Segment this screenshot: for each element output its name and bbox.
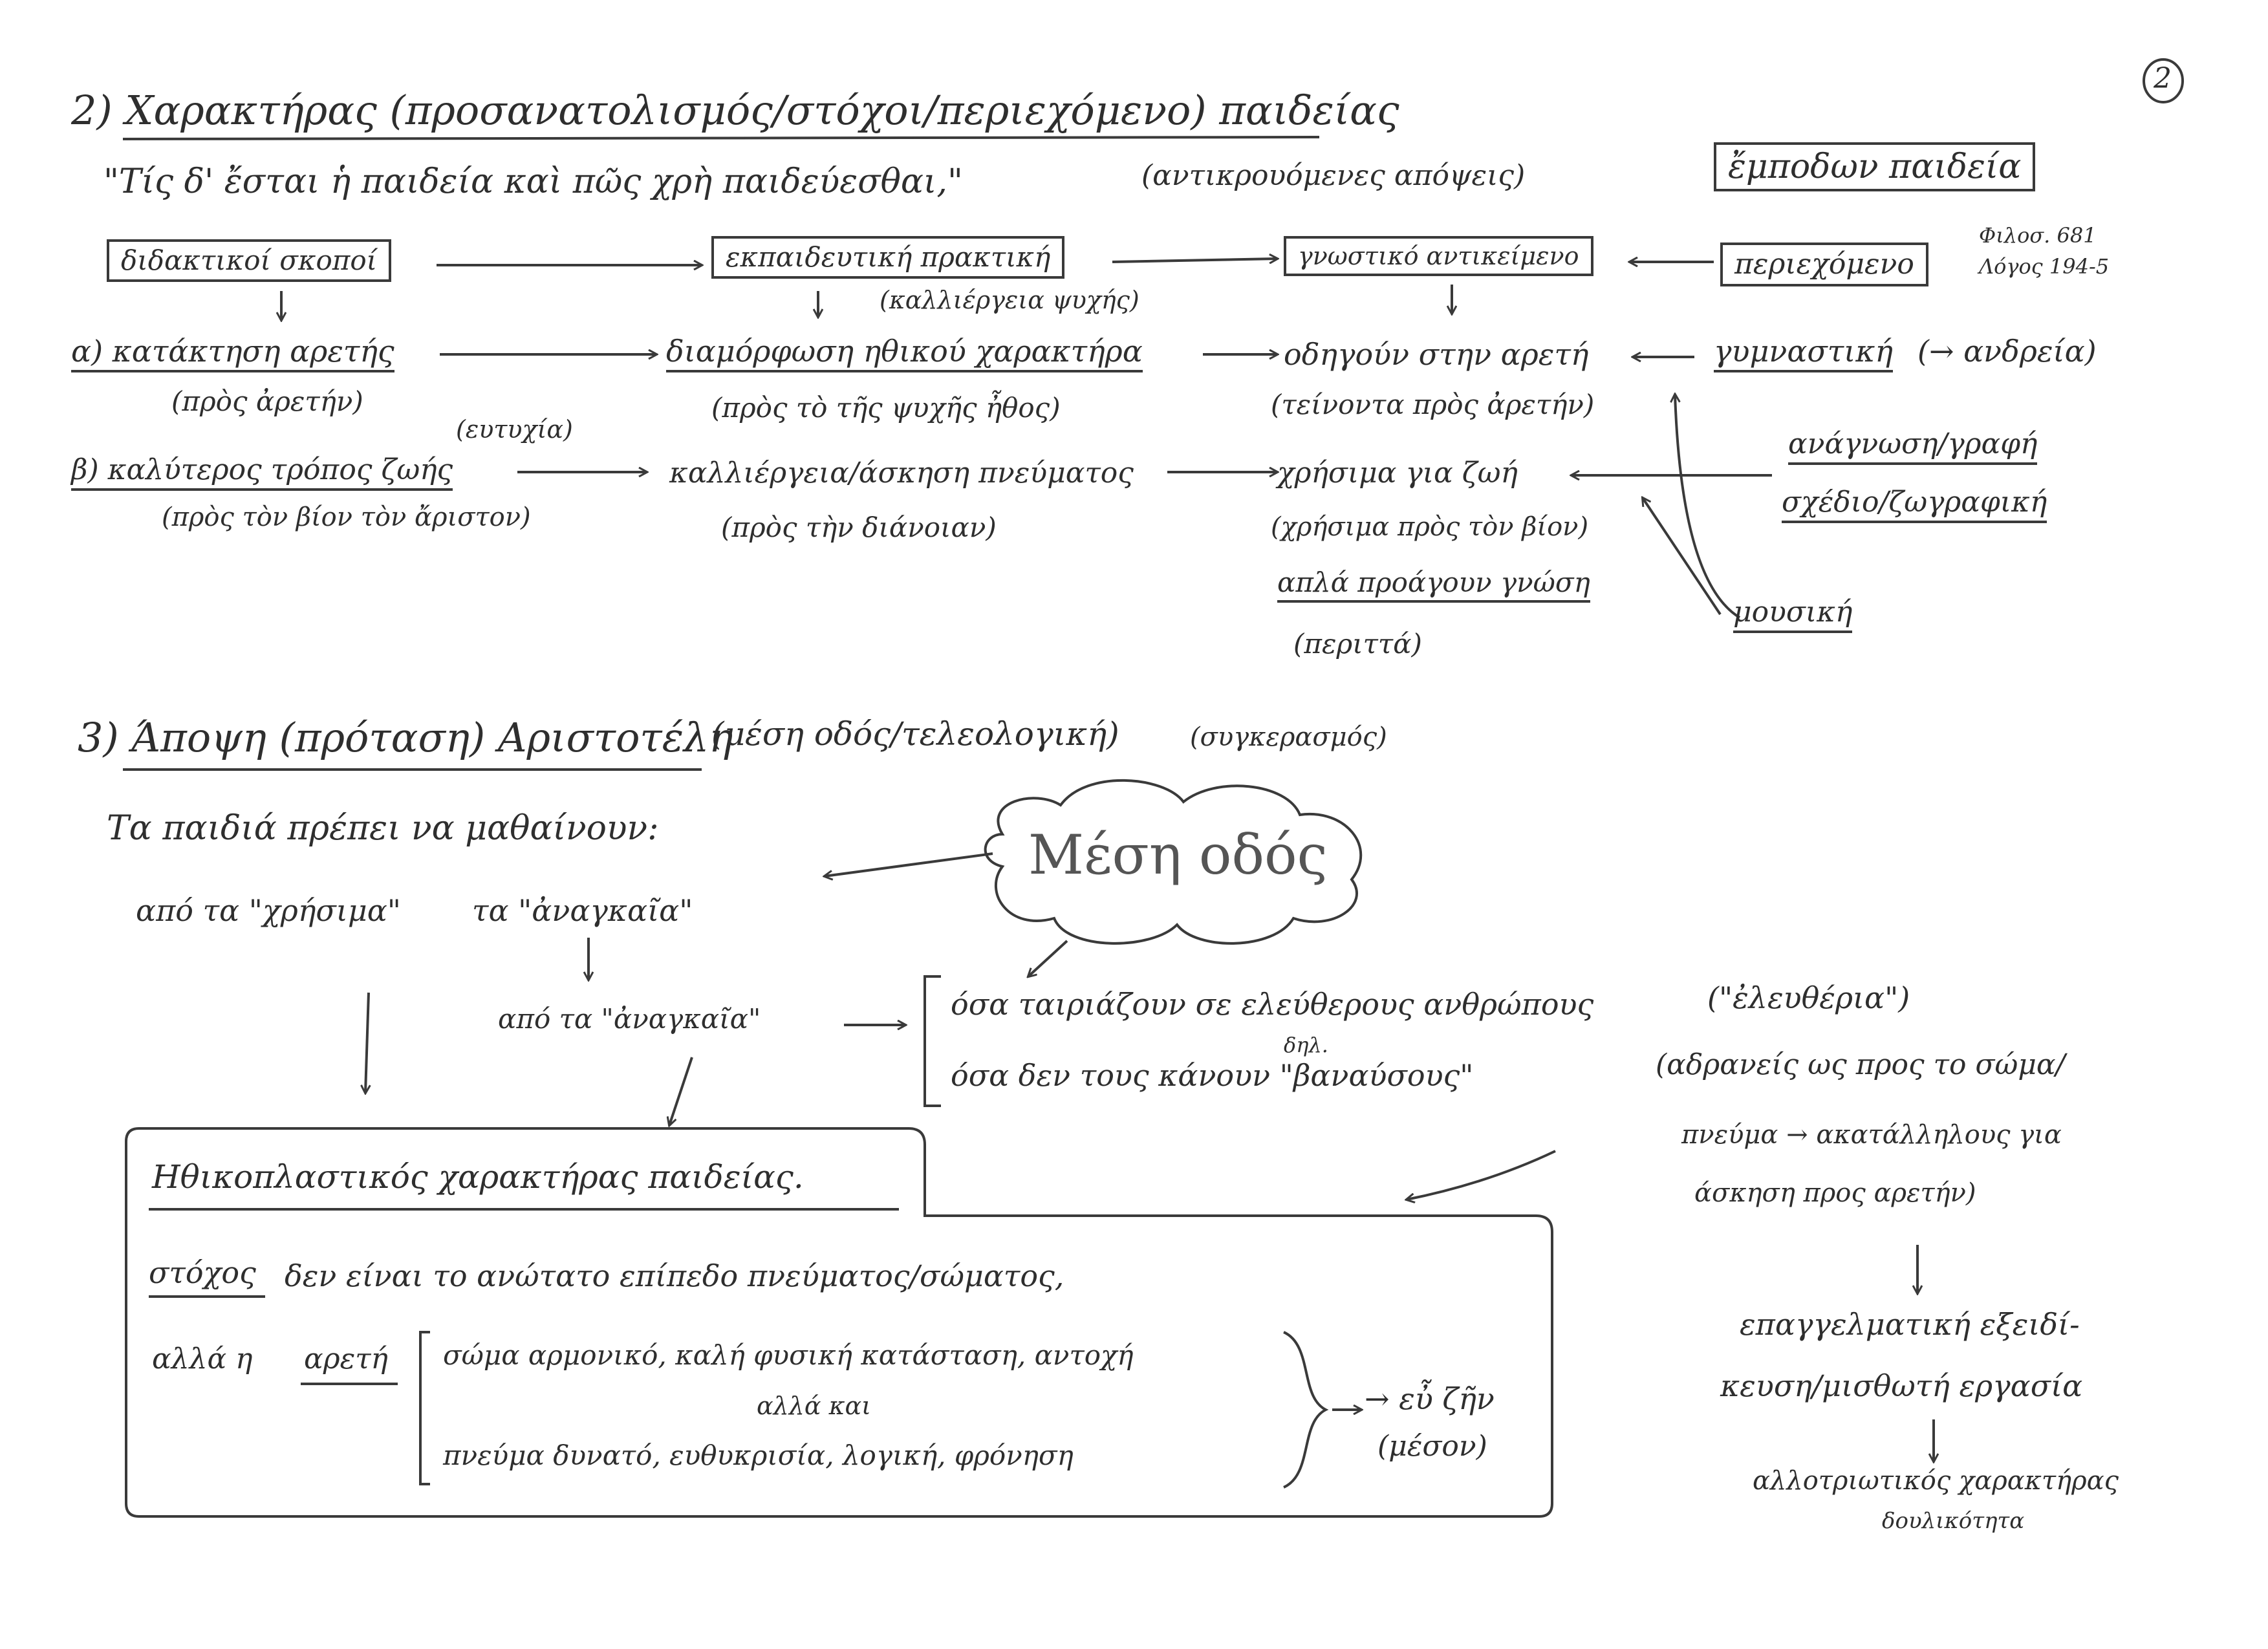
to-necessary: τα "ἀναγκαῖα" — [472, 893, 693, 928]
professional-1: επαγγελματική εξειδί- — [1740, 1307, 2080, 1342]
object-a-sub: (τείνοντα πρὸς ἀρετήν) — [1271, 389, 1595, 420]
page-number: 2 — [2154, 62, 2172, 95]
meson: (μέσον) — [1377, 1430, 1487, 1463]
col-header-goals: διδακτικοί σκοποί — [107, 239, 391, 282]
ethical-box-title: Ηθικοπλαστικός χαρακτήρας παιδείας. — [152, 1158, 804, 1196]
professional-2: κευση/μισθωτή εργασία — [1720, 1368, 2083, 1403]
col-header-content: περιεχόμενο — [1720, 242, 1928, 286]
eleutheria: ("ἐλευθέρια") — [1707, 980, 1910, 1015]
children-learn: Τα παιδιά πρέπει να μαθαίνουν: — [107, 809, 659, 848]
section2-quote-note: (αντικρουόμενες απόψεις) — [1141, 159, 1526, 192]
goal-a: α) κατάκτηση αρετής — [71, 336, 394, 372]
gymnastics: γυμναστική — [1714, 336, 1893, 372]
goal-rest: δεν είναι το ανώτατο επίπεδο πνεύματος/σώματος, — [285, 1258, 1064, 1293]
goal-word: στόχος — [149, 1255, 256, 1290]
but-also: αλλά και — [757, 1392, 872, 1420]
practice-a-sub: (πρὸς τὸ τῆς ψυχῆς ἦθος) — [711, 392, 1061, 424]
banausoi-note-2: πνεύμα → ακατάλληλους για — [1681, 1120, 2062, 1150]
music: μουσική — [1733, 598, 1852, 633]
emodon-box: ἔμποδων παιδεία — [1714, 142, 2035, 191]
gymnastics-result: (→ ανδρεία) — [1917, 334, 2097, 369]
col4-ref: Φιλοσ. 681 Λόγος 194-5 — [1979, 223, 2110, 279]
banausoi-note-3: άσκηση προς αρετήν) — [1694, 1178, 1976, 1208]
fit-free-people: όσα ταιριάζουν σε ελεύθερους ανθρώπους — [951, 987, 1594, 1022]
col2-sub: (καλλιέργεια ψυχής) — [880, 286, 1139, 314]
goal-b-sub: (πρὸς τὸν βίον τὸν ἄριστον) — [162, 502, 531, 532]
from-necessary: από τα "ἀναγκαῖα" — [498, 1003, 761, 1035]
alienating-2: δουλικότητα — [1882, 1508, 2025, 1534]
eu-zen: → εὖ ζῆν — [1365, 1381, 1495, 1416]
practice-a: διαμόρφωση ηθικού χαρακτήρα — [666, 336, 1143, 372]
goal-b: β) καλύτερος τρόπος ζωής — [71, 456, 453, 491]
from-useful: από τα "χρήσιμα" — [136, 893, 401, 928]
middle-way-cloud: Μέση οδός — [1028, 823, 1328, 887]
section2-title: 2) Χαρακτήρας (προσανατολισμός/στόχοι/περιεχόμενο) παιδείας — [71, 87, 1399, 134]
object-a: οδηγούν στην αρετή — [1284, 337, 1589, 372]
object-c: απλά προάγουν γνώση — [1277, 569, 1590, 603]
object-c-sub: (περιττά) — [1293, 628, 1422, 660]
object-b: χρήσιμα για ζωή — [1277, 457, 1518, 490]
dhl-abbrev: δηλ. — [1284, 1033, 1328, 1057]
practice-b-sub: (πρὸς τὴν διάνοιαν) — [721, 512, 997, 543]
reading-writing: ανάγνωση/γραφή — [1788, 430, 2037, 465]
practice-b: καλλιέργεια/άσκηση πνεύματος — [669, 457, 1134, 490]
arete-word: αρετή — [304, 1342, 388, 1375]
alienating-1: αλλοτριωτικός χαρακτήρας — [1753, 1466, 2119, 1496]
col-header-practice: εκπαιδευτική πρακτική — [711, 236, 1064, 279]
section3-note: (μέση οδός/τελεολογική) — [711, 715, 1119, 753]
section2-quote: "Τίς δ' ἔσται ἡ παιδεία καὶ πῶς χρὴ παιδεύεσθαι," — [103, 162, 963, 201]
drawing-painting: σχέδιο/ζωγραφική — [1782, 488, 2047, 523]
mind-qualities: πνεύμα δυνατό, ευθυκρισία, λογική, φρόνηση — [443, 1439, 1074, 1471]
not-banausous: όσα δεν τους κάνουν "βαναύσους" — [951, 1058, 1474, 1093]
eutychia: (ευτυχία) — [456, 415, 573, 444]
section3-title: 3) Άποψη (πρόταση) Αριστοτέλη — [78, 714, 733, 761]
goal-a-sub: (πρὸς ἀρετήν) — [171, 385, 363, 417]
body-qualities: σώμα αρμονικό, καλή φυσική κατάσταση, αντοχή — [443, 1339, 1134, 1371]
but-the: αλλά η — [152, 1342, 253, 1375]
col-header-object: γνωστικό αντικείμενο — [1284, 236, 1593, 276]
section3-note2: (συγκερασμός) — [1190, 722, 1387, 752]
object-b-sub: (χρήσιμα πρὸς τὸν βίον) — [1271, 512, 1589, 542]
banausoi-note-1: (αδρανείς ως προς το σώμα/ — [1656, 1048, 2066, 1081]
